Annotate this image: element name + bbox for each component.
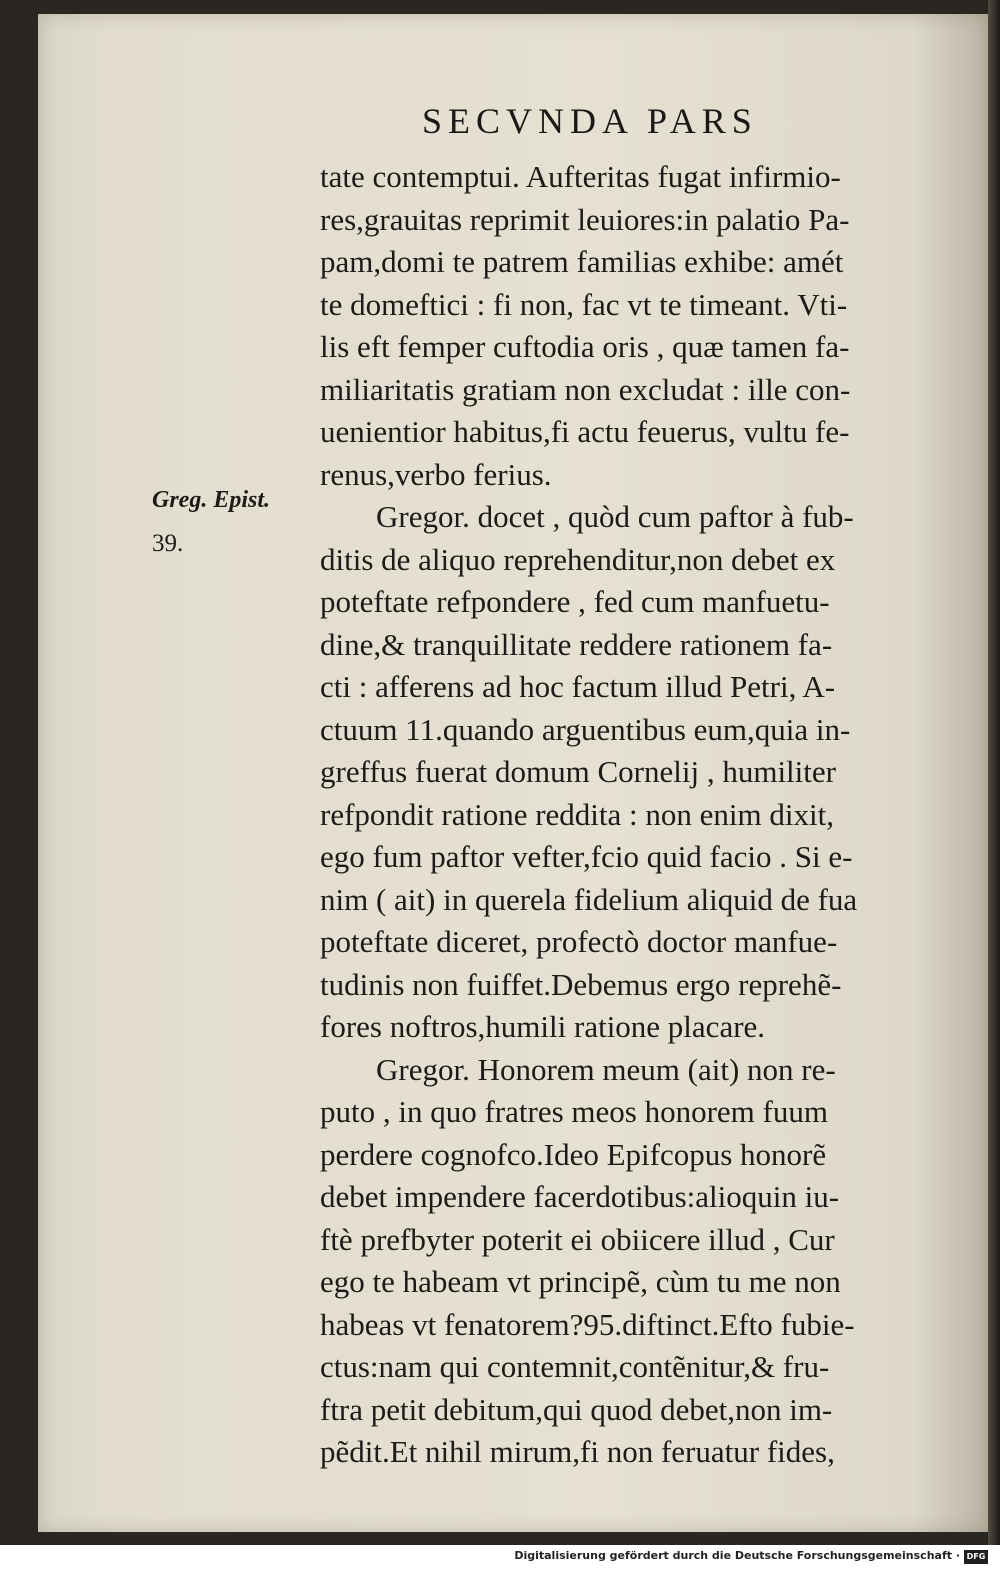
body-text [320,156,942,1474]
margin-ref-title: Greg. Epist. [152,487,271,513]
page-edge-shadow [988,0,1000,1545]
text-line: renus,verbo ferius. [320,456,552,492]
text-line: tate contemptui. Aufteritas fugat infirmio- [320,159,841,194]
text-line: fores noftros,humili ratione placare. [320,1009,766,1044]
text-line: ctus:nam qui contemnit,contẽnitur,& fru- [320,1349,830,1384]
text-line: ctuum 11.quando arguentibus eum,quia in- [320,711,851,747]
text-line: greffus fuerat domum Cornelij , humiliter [320,754,836,789]
running-title: SECVNDA PARS [422,101,758,141]
text-line: Gregor. docet , quòd cum paftor à fub- [376,499,854,534]
text-line: ftè prefbyter poterit ei obiicere illud , Cur [320,1221,835,1257]
dfg-logo: DFG [964,1550,988,1564]
text-line: debet impendere facerdotibus:alioquin iu- [320,1179,840,1214]
text-line: lis eft femper cuftodia oris , quæ tamen fa- [320,329,850,364]
margin-ref-number: 39. [152,530,184,557]
funding-credit: Digitalisierung gefördert durch die Deutsche Forschungsgemeinschaft · [514,1549,960,1562]
text-line: ego fum paftor vefter,fcio quid facio . Si e- [320,839,853,874]
text-line: poteftate refpondere , fed cum manfuetu- [320,584,830,619]
text-line: dine,& tranquillitate reddere rationem fa- [320,626,833,662]
text-line: miliaritatis gratiam non excludat : ille con- [320,371,851,407]
text-line: nim ( ait) in querela fidelium aliquid de fua [320,881,858,917]
text-line: ego te habeam vt principẽ, cùm tu me non [320,1264,841,1299]
text-line: perdere cognofco.Ideo Epifcopus honorẽ [320,1136,827,1172]
text-line: cti : afferens ad hoc factum illud Petri, A- [320,669,836,704]
text-line: uenientior habitus,fi actu feuerus, vultu fe- [320,414,850,449]
text-line: te domeftici : fi non, fac vt te timeant. Vti- [320,286,848,322]
text-line: ftra petit debitum,qui quod debet,non im- [320,1391,833,1427]
text-line: pam,domi te patrem familias exhibe: amét [320,244,844,279]
text-line: pẽdit.Et nihil mirum,fi non feruatur fides, [320,1434,835,1469]
text-line: res,grauitas reprimit leuiores:in palatio Pa- [320,201,850,237]
text-line: poteftate diceret, profectò doctor manfue- [320,924,838,959]
text-line: Gregor. Honorem meum (ait) non re- [376,1051,836,1087]
text-line: ditis de aliquo reprehenditur,non debet ex [320,541,836,577]
text-line: puto , in quo fratres meos honorem fuum [320,1094,828,1129]
text-line: refpondit ratione reddita : non enim dixit, [320,796,834,832]
margin-note [152,478,270,566]
text-line: tudinis non fuiffet.Debemus ergo reprehẽ- [320,966,842,1002]
text-line: habeas vt fenatorem?95.diftinct.Efto fubie- [320,1306,855,1342]
